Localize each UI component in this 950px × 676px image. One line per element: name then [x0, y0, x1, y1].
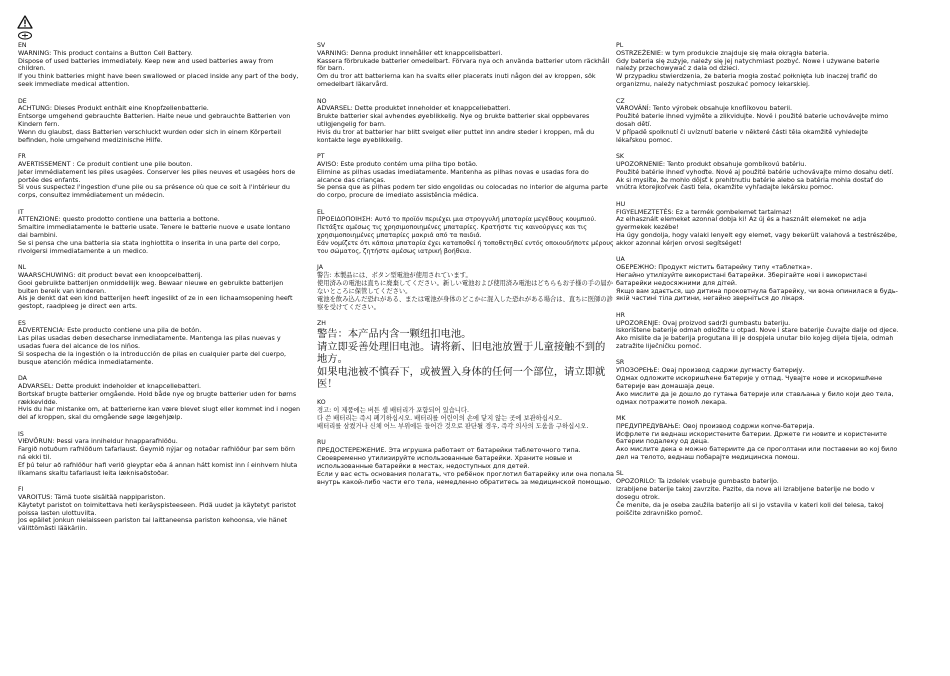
- warning-text: Las pilas usadas deben desecharse inmediatamente. Mantenga las pilas nuevas y usadas fuera del alcance de los niños.: [18, 334, 281, 351]
- warning-heading: ΠΡΟΕΙΔΟΠΟΙΗΣΗ: Αυτό το προϊόν περιέχει μια στρογγυλή μπαταρία μεγέθους κουμπιού.: [317, 216, 597, 224]
- warning-text: Gooi gebruikte batterijen onmiddellijk weg. Bewaar nieuwe en gebruikte batterijen buiten bereik van kinderen.: [18, 278, 284, 295]
- warning-heading: ADVARSEL: Dette produkt indeholder et knapcellebatteri.: [18, 381, 202, 390]
- warning-text: Om du tror att batterierna kan ha svalts eller placerats inuti någon del av kroppen, sök omedelbart läkarvård.: [317, 72, 596, 89]
- warning-text: Если у вас есть основания полагать, что ребёнок проглотил батарейку или она попала внутрь какой-либо части его тела, немедленно обратитесь за медицинской помощью.: [317, 469, 614, 486]
- warning-block-pl: [616, 42, 900, 89]
- warning-text: Ако мислите да је дошло до гутања батерије или стављања у било који део тела, одмах потражите помоћ лекара.: [616, 389, 894, 406]
- warning-block-de: [18, 98, 301, 145]
- warning-block-hu: [616, 201, 900, 248]
- warning-text: Ak si myslíte, že mohlo dôjsť k prehltnutiu batérie alebo sa batéria mohla dostať do vnútra ktorejkoľvek časti tela, okamžite vyhľadajte lekársku pomoc.: [616, 175, 884, 192]
- warning-heading: VARNING: Denna produkt innehåller ett knappcellsbatteri.: [317, 48, 503, 57]
- column-1: [18, 42, 301, 542]
- warning-text: 다 쓴 배터리는 즉시 폐기하십시오. 배터리를 어린이의 손에 닿지 않는 곳에 보관하십시오.: [317, 415, 563, 423]
- warning-text: Se pensa que as pilhas podem ter sido engolidas ou colocadas no interior de alguma parte do corpo, procure de imediato assistência médica.: [317, 183, 608, 200]
- warning-text: Исфрлете ги веднаш искористените батерии. Држете ги новите и користените батерии подалеку од деца.: [616, 429, 887, 446]
- warning-text: 如果电池被不慎吞下，或被置入身体的任何一个部位，请立即就医！: [317, 365, 606, 391]
- warning-block-fr: [18, 153, 301, 200]
- warning-heading: UPOZORENJE: Ovaj proizvod sadrži gumbastu bateriju.: [616, 318, 791, 327]
- language-code: ES: [18, 319, 26, 327]
- warning-text: Izrabljene baterije takoj zavrzite. Pazite, da nove ali izrabljene baterije ne bodo v dosegu otrok.: [616, 485, 875, 501]
- warning-text: Wenn du glaubst, dass Batterien verschluckt wurden oder sich in einem Körperteil befinden, hole umgehend medizinische Hilfe.: [18, 127, 281, 144]
- warning-block-no: [317, 98, 615, 145]
- warning-text: Hvis du tror at batterier har blitt svelget eller puttet inn andre steder i kroppen, må du kontakte lege øyeblikkelig.: [317, 127, 595, 144]
- warning-heading: OSTRZEŻENIE: w tym produkcie znajduje się mała okrągła bateria.: [616, 48, 830, 57]
- warning-block-fi: [18, 486, 301, 533]
- language-code: CZ: [616, 97, 625, 105]
- language-code: DE: [18, 97, 27, 105]
- warning-heading: WARNING: This product contains a Button Cell Battery.: [18, 48, 193, 57]
- warning-text: Εάν νομίζετε ότι κάποια μπαταρία έχει καταποθεί ή τοποθετηθεί εντός οποιουδήποτε μέρους του σώματος, ζητήστε αμέσως ιατρική βοήθεια.: [317, 240, 614, 255]
- warning-heading: 警告: 本製品には、ボタン型電池が使用されています。: [317, 272, 472, 280]
- warning-text: Dispose of used batteries immediately. Keep new and used batteries away from children.: [18, 56, 274, 73]
- warning-block-da: [18, 375, 301, 422]
- language-code: FR: [18, 153, 26, 161]
- language-code: UA: [616, 256, 625, 264]
- language-code: PT: [317, 153, 325, 161]
- warning-block-cz: [616, 98, 900, 145]
- warning-text: If you think batteries might have been swallowed or placed inside any part of the body, seek immediate medical attention.: [18, 72, 299, 89]
- language-code: NL: [18, 264, 27, 272]
- warning-text: Ha úgy gondolja, hogy valaki lenyelt egy elemet, vagy bekerült valahová a testrészébe, akkor azonnal kérjen orvosi segítséget!: [616, 231, 898, 247]
- warning-text: Si sospecha de la ingestión o la introducción de pilas en cualquier parte del cuerpo, busque atención médica inmediatamente.: [18, 349, 287, 366]
- warning-heading: ПРЕДУПРЕДУВАЊЕ: Овој производ содржи копче-батерија.: [616, 421, 815, 430]
- warning-heading: WAARSCHUWING: dit product bevat een knoopcelbatterij.: [18, 270, 203, 279]
- language-code: IS: [18, 430, 24, 438]
- warning-block-sr: [616, 359, 900, 406]
- warning-text: Käytetyt paristot on toimitettava heti keräyspisteeseen. Pidä uudet ja käytetyt paristot poissa lasten ulottuvilta.: [18, 500, 297, 517]
- language-code: HU: [616, 200, 626, 208]
- warning-text: 请立即妥善处理旧电池。请将新、旧电池放置于儿童接触不到的地方。: [317, 340, 606, 366]
- warning-block-is: [18, 431, 301, 478]
- warning-block-pt: [317, 153, 615, 200]
- warning-text: Fargið notuðum rafhlöðum tafarlaust. Geymið nýjar og notaðar rafhlöður þar sem börn ná ekki til.: [18, 445, 296, 462]
- warning-heading: ATTENZIONE: questo prodotto contiene una batteria a bottone.: [18, 215, 220, 224]
- language-code: SK: [616, 153, 624, 161]
- warning-block-sk: [616, 153, 900, 192]
- warning-text: Ako mislite da je baterija progutana ili je dospjela unutar bilo kojeg dijela tijela, odmah zatražite liječničku pomoć.: [616, 334, 894, 351]
- warning-text: Si vous suspectez l'ingestion d'une pile ou sa présence où que ce soit à l'intérieur du corps, consultez immédiatement un médecin.: [18, 183, 290, 200]
- language-code: RU: [317, 439, 326, 447]
- warning-heading: VIÐVÖRUN: Þessi vara inniheldur hnapparafhlöðu.: [18, 437, 178, 446]
- warning-block-zh: [317, 320, 615, 391]
- warning-text: Iskorištene baterije odmah odložite u otpad. Nove i stare baterije čuvajte dalje od djece.: [616, 326, 899, 335]
- warning-icons: [17, 15, 37, 40]
- warning-block-hr: [616, 312, 900, 351]
- language-code: DA: [18, 375, 27, 383]
- warning-block-el: [317, 209, 615, 256]
- language-code: EN: [18, 42, 27, 49]
- language-code: IT: [18, 208, 24, 216]
- warning-block-it: [18, 209, 301, 256]
- button-cell-battery-icon: [17, 31, 33, 40]
- warning-text: Elimine as pilhas usadas imediatamente. Mantenha as pilhas novas e usadas fora do alcance das crianças.: [317, 167, 589, 184]
- warning-block-sv: [317, 42, 615, 89]
- language-code: JA: [317, 264, 323, 272]
- warning-text: Jos epäilet jonkun nielaisseen pariston tai laittaneensa pariston kehoonsa, vie hänet välittömästi lääkäriin.: [18, 516, 288, 533]
- warning-text: Če menite, da je oseba zaužila baterijo ali si jo vstavila v kateri koli del telesa, takoj poiščite zdravniško pomoč.: [616, 500, 884, 517]
- language-code: SR: [616, 359, 625, 367]
- warning-text: Ef þú telur að rafhlöður hafi verið gleyptar eða á annan hátt komist inn í einhvern hluta líkamans skaltu tafarlaust leita læknisaðstoðar.: [18, 460, 298, 477]
- warning-heading: УПОЗОРЕЊЕ: Овај производ садржи дугмасту батерију.: [616, 366, 805, 375]
- warning-text: Als je denkt dat een kind batterijen heeft ingeslikt of ze in een lichaamsopening heeft gestopt, raadpleeg je direct een arts.: [18, 294, 293, 311]
- language-code: SV: [317, 42, 326, 49]
- warning-block-ua: [616, 256, 900, 303]
- warning-text: Одмах одложите искоришћене батерије у отпад. Чувајте нове и искоришћене батерије ван домашаја деце.: [616, 374, 883, 390]
- column-2: [317, 42, 615, 495]
- warning-heading: ОБЕРЕЖНО: Продукт містить батарейку типу «таблетка».: [616, 263, 813, 272]
- warning-heading: ПРЕДОСТЕРЕЖЕНИЕ. Эта игрушка работает от батарейки таблеточного типа.: [317, 446, 581, 455]
- warning-text: Своевременно утилизируйте использованные батарейки. Храните новые и использованные батарейки в местах, недоступных для детей.: [317, 454, 573, 470]
- warning-block-ko: [317, 399, 615, 431]
- warning-block-es: [18, 320, 301, 367]
- warning-heading: ADVARSEL: Dette produktet inneholder et knappcellebatteri.: [317, 104, 511, 113]
- warning-block-ja: [317, 264, 615, 311]
- language-code: EL: [317, 208, 325, 216]
- warning-text: Smaltire immediatamente le batterie usate. Tenere le batterie nuove e usate lontano dai bambini.: [18, 223, 291, 240]
- warning-text: V případě spolknutí či uvíznutí baterie v některé části těla okamžitě vyhledejte lékařskou pomoc.: [616, 127, 868, 144]
- warning-heading: UPOZORNENIE: Tento produkt obsahuje gombíkovú batériu.: [616, 159, 807, 168]
- warning-text: Gdy bateria się zużyje, należy się jej natychmiast pozbyć. Nowe i używane baterie należy przechowywać z dala od dzieci.: [616, 56, 880, 73]
- warning-text: Použité batérie ihneď vyhoďte. Nové aj použité batérie uchovávajte mimo dosahu detí.: [616, 167, 894, 176]
- warning-text: Brukte batterier skal avhendes øyeblikkelig. Nye og brukte batterier skal oppbevares utilgjengelig for barn.: [317, 112, 590, 128]
- warning-heading: 경고: 이 제품에는 버튼 셀 배터리가 포함되어 있습니다.: [317, 407, 469, 415]
- warning-text: Bortskaf brugte batterier omgående. Hold både nye og brugte batterier uden for børns rækkevidde.: [18, 389, 297, 406]
- warning-heading: AVERTISSEMENT : Ce produit contient une pile bouton.: [18, 159, 193, 168]
- warning-text: Použité baterie ihned vyjměte a zlikvidujte. Nové i použité baterie uchovávejte mimo dosah dětí.: [616, 112, 889, 128]
- warning-text: Hvis du har mistanke om, at batterierne kan være blevet slugt eller kommet ind i nogen del af kroppen, skal du omgående søge lægehjælp.: [18, 405, 301, 422]
- warning-heading: ADVERTENCIA: Este producto contiene una pila de botón.: [18, 326, 202, 335]
- language-code: SL: [616, 470, 624, 478]
- language-code: FI: [18, 486, 24, 494]
- warning-text: Kassera förbrukade batterier omedelbart. Förvara nya och använda batterier utom räckhåll för barn.: [317, 56, 610, 73]
- language-code: PL: [616, 42, 624, 49]
- warning-text: 배터리를 삼켰거나 신체 어느 부위에든 들어간 것으로 판단될 경우, 즉각 의사의 도움을 구하십시오.: [317, 423, 589, 431]
- warning-heading: ACHTUNG: Dieses Produkt enthält eine Knopfzellenbatterie.: [18, 104, 209, 113]
- warning-text: Ако мислите дека е можно батериите да се проголтани или поставени во кој било дел на телото, веднаш побарајте медицинска помош.: [616, 445, 898, 462]
- warning-text: Az elhasznált elemeket azonnal dobja ki! Az új és a használt elemeket ne adja gyermekek kezébe!: [616, 215, 867, 232]
- warning-text: Негайно утилізуйте використані батарейки. Зберігайте нові і використані батарейки недосяжними для дітей.: [616, 270, 867, 287]
- language-code: MK: [616, 414, 626, 422]
- warning-heading: VAROITUS: Tämä tuote sisältää nappipariston.: [18, 492, 166, 501]
- warning-heading: FIGYELMEZTETÉS: Ez a termék gombelemet tartalmaz!: [616, 207, 792, 216]
- warning-triangle-icon: [17, 15, 33, 29]
- warning-text: Πετάξτε αμέσως τις χρησιμοποιημένες μπαταρίες. Κρατήστε τις καινούργιες και τις χρησιμοποιημένες μπαταρίες μακριά από τα παιδιά.: [317, 224, 587, 240]
- warning-heading: AVISO: Este produto contém uma pilha tipo botão.: [317, 159, 478, 168]
- warning-text: Se si pensa che una batteria sia stata inghiottita o inserita in una parte del corpo, rivolgersi immediatamente a un medico.: [18, 238, 281, 255]
- language-code: HR: [616, 311, 625, 319]
- language-code: KO: [317, 399, 326, 407]
- warning-text: W przypadku stwierdzenia, że bateria mogła zostać połknięta lub inaczej trafić do organizmu, należy natychmiast poszukać pomocy lekarskiej.: [616, 72, 878, 89]
- warning-text: Entsorge umgehend gebrauchte Batterien. Halte neue und gebrauchte Batterien von Kindern fern.: [18, 112, 291, 128]
- language-code: NO: [317, 97, 327, 105]
- language-code: ZH: [317, 320, 326, 328]
- warning-block-en: [18, 42, 301, 89]
- warning-text: Якщо вам здається, що дитина проковтнула батарейку, чи вона опинилася в будь-якій частині тіла дитини, негайно зверніться до лікаря.: [616, 286, 898, 303]
- warning-heading: OPOZORILO: Ta izdelek vsebuje gumbasto baterijo.: [616, 477, 779, 486]
- warning-text: 電池を飲み込んだ恐れがある、または電池が身体のどこかに混入した恐れがある場合は、直ちに医師の診察を受けてください。: [317, 295, 613, 311]
- warning-heading: VAROVÁNÍ: Tento výrobek obsahuje knoflíkovou baterii.: [616, 104, 793, 113]
- column-3: [616, 42, 900, 526]
- warning-heading: 警告：本产品内含一颗纽扣电池。: [317, 328, 472, 340]
- warning-text: Jeter immédiatement les piles usagées. Conserver les piles neuves et usagées hors de portée des enfants.: [18, 167, 296, 184]
- warning-block-sl: [616, 470, 900, 517]
- warning-block-mk: [616, 415, 900, 462]
- warning-block-nl: [18, 264, 301, 311]
- warning-block-ru: [317, 439, 615, 486]
- warning-text: 使用済みの電池は直ちに廃棄してください。新しい電池および使用済み電池はどちらもお子様の手の届かないところに保管してください。: [317, 280, 613, 295]
